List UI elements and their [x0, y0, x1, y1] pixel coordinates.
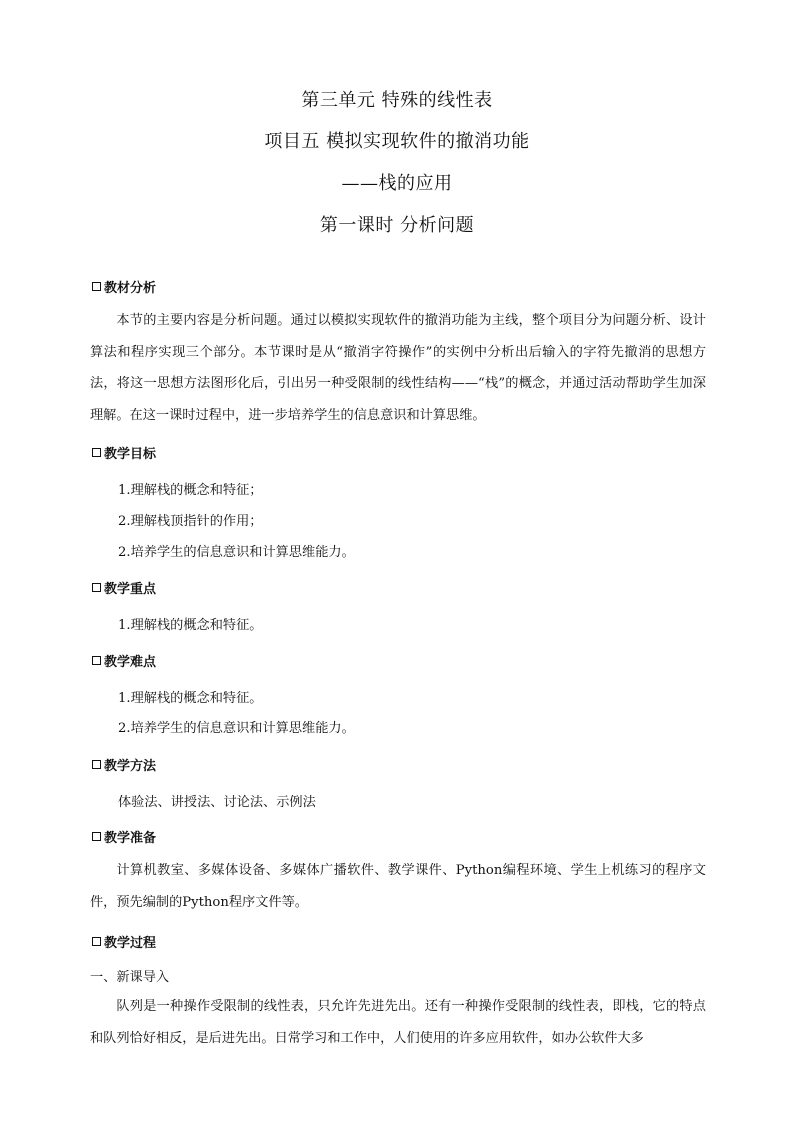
heading-process-label: 教学过程	[104, 936, 157, 951]
goal-item: 2.理解栈顶指针的作用；	[118, 514, 263, 529]
heading-key-points	[92, 578, 156, 597]
checkbox-square-icon	[92, 832, 101, 841]
checkbox-square-icon	[92, 937, 101, 946]
preparation-paragraph: 计算机教室、多媒体设备、多媒体广播软件、教学课件、Python编程环境、学生上机练习的程序文件，预先编制的Python程序文件等。	[90, 863, 706, 910]
heading-difficulties	[92, 651, 156, 670]
intro-paragraph: 队列是一种操作受限制的线性表，只允许先进先出。还有一种操作受限制的线性表，即栈，它的特点和队列恰好相反，是后进先出。日常学习和工作中，人们使用的许多应用软件，如办公软件大多	[90, 999, 706, 1046]
checkbox-square-icon	[92, 656, 101, 665]
heading-materials	[92, 277, 156, 296]
subtitle: ——栈的应用	[341, 173, 453, 194]
checkbox-square-icon	[92, 760, 101, 769]
unit-title: 第三单元 特殊的线性表	[301, 90, 493, 111]
materials-paragraph: 本节的主要内容是分析问题。通过以模拟实现软件的撤消功能为主线，整个项目分为问题分析、设计算法和程序实现三个部分。本节课时是从“撤消字符操作”的实例中分析出后输入的字符先撤消的思想方法，将这一思想方法图形化后，引出另一种受限制的线性结构——“栈”的概念，并通过活动帮助学生加深理解。在这一课时过程中，进一步培养学生的信息意识和计算思维。	[90, 313, 706, 423]
checkbox-square-icon	[92, 448, 101, 457]
heading-goals	[92, 443, 156, 462]
heading-methods-label: 教学方法	[104, 759, 157, 774]
goal-item: 2.培养学生的信息意识和计算思维能力。	[118, 545, 355, 560]
checkbox-square-icon	[92, 282, 101, 291]
lesson-title: 第一课时 分析问题	[319, 215, 475, 236]
heading-process	[92, 932, 156, 951]
difficulty-item: 2.培养学生的信息意识和计算思维能力。	[118, 721, 355, 736]
goal-item: 1.理解栈的概念和特征；	[118, 483, 263, 498]
project-title: 项目五 模拟实现软件的撤消功能	[264, 131, 530, 152]
heading-goals-label: 教学目标	[104, 447, 157, 462]
heading-materials-label: 教材分析	[104, 281, 157, 296]
checkbox-square-icon	[92, 583, 101, 592]
methods-text: 体验法、讲授法、讨论法、示例法	[118, 795, 316, 810]
heading-difficulties-label: 教学难点	[104, 655, 157, 670]
key-point-item: 1.理解栈的概念和特征。	[118, 618, 263, 633]
section-title-intro: 一、新课导入	[90, 970, 170, 985]
heading-methods	[92, 755, 156, 774]
difficulty-item: 1.理解栈的概念和特征。	[118, 691, 263, 706]
heading-key-points-label: 教学重点	[104, 582, 157, 597]
heading-preparation	[92, 827, 156, 846]
heading-preparation-label: 教学准备	[104, 831, 157, 846]
